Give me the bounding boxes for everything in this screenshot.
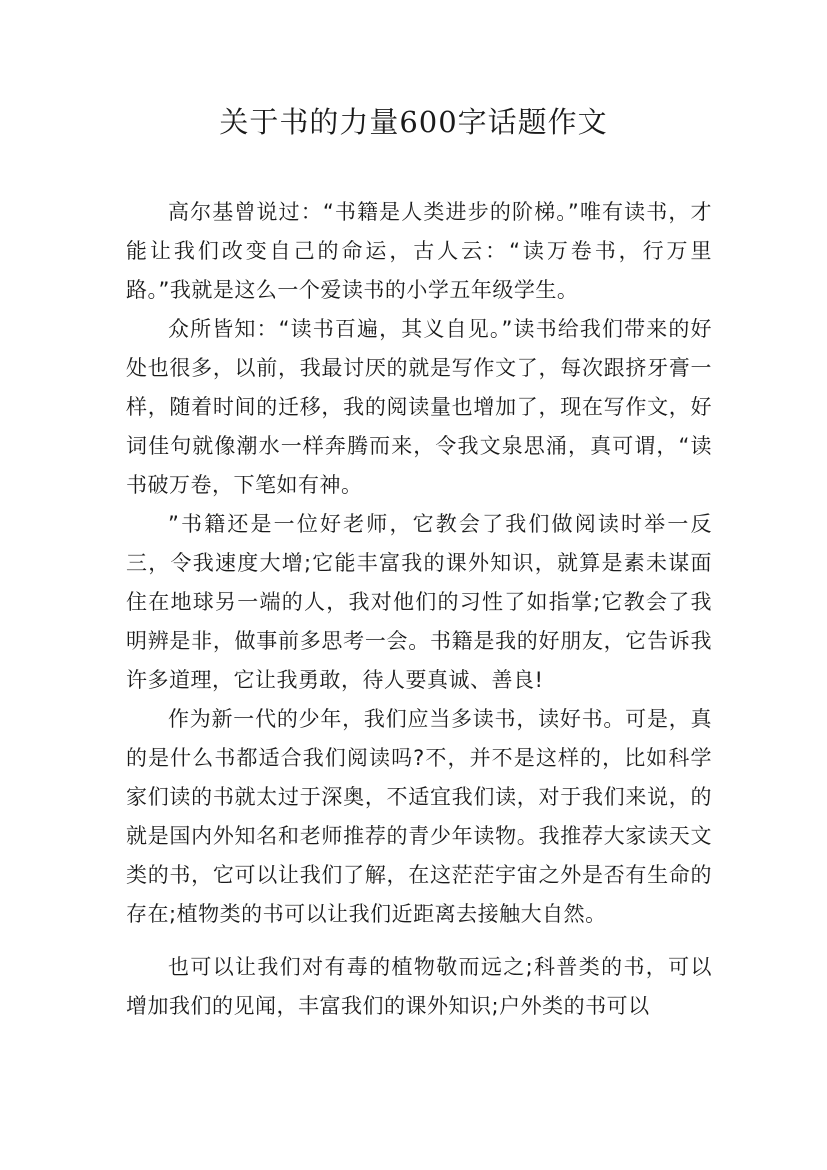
paragraph-2: 众所皆知：“读书百遍，其义自见。”读书给我们带来的好处也很多，以前，我最讨厌的就是写作文了，每次跟挤牙膏一样，随着时间的迁移，我的阅读量也增加了，现在写作文，好词佳句就像潮水一样奔腾而来，令我文泉思涌，真可谓，“读书破万卷，下笔如有神。: [126, 317, 712, 497]
document-body: [126, 193, 712, 1026]
paragraph-4: 作为新一代的少年，我们应当多读书，读好书。可是，真的是什么书都适合我们阅读吗?不，并不是这样的，比如科学家们读的书就太过于深奥，不适宜我们读，对于我们来说，的就是国内外知名和老师推荐的青少年读物。我推荐大家读天文类的书，它可以让我们了解，在这茫茫宇宙之外是否有生命的存在;植物类的书可以让我们近距离去接触大自然。: [126, 707, 712, 926]
document-title: 关于书的力量600字话题作文: [219, 105, 608, 139]
paragraph-1: 高尔基曾说过：“书籍是人类进步的阶梯。”唯有读书，才能让我们改变自己的命运，古人云：“读万卷书，行万里路。”我就是这么一个爱读书的小学五年级学生。: [126, 200, 712, 302]
paragraph-5: 也可以让我们对有毒的植物敬而远之;科普类的书，可以增加我们的见闻，丰富我们的课外知识;户外类的书可以: [126, 955, 712, 1018]
paragraph-3: ”书籍还是一位好老师，它教会了我们做阅读时举一反三，令我速度大增;它能丰富我的课外知识，就算是素未谋面住在地球另一端的人，我对他们的习性了如指掌;它教会了我明辨是非，做事前多思考一会。书籍是我的好朋友，它告诉我许多道理，它让我勇敢，待人要真诚、善良!: [126, 512, 712, 692]
